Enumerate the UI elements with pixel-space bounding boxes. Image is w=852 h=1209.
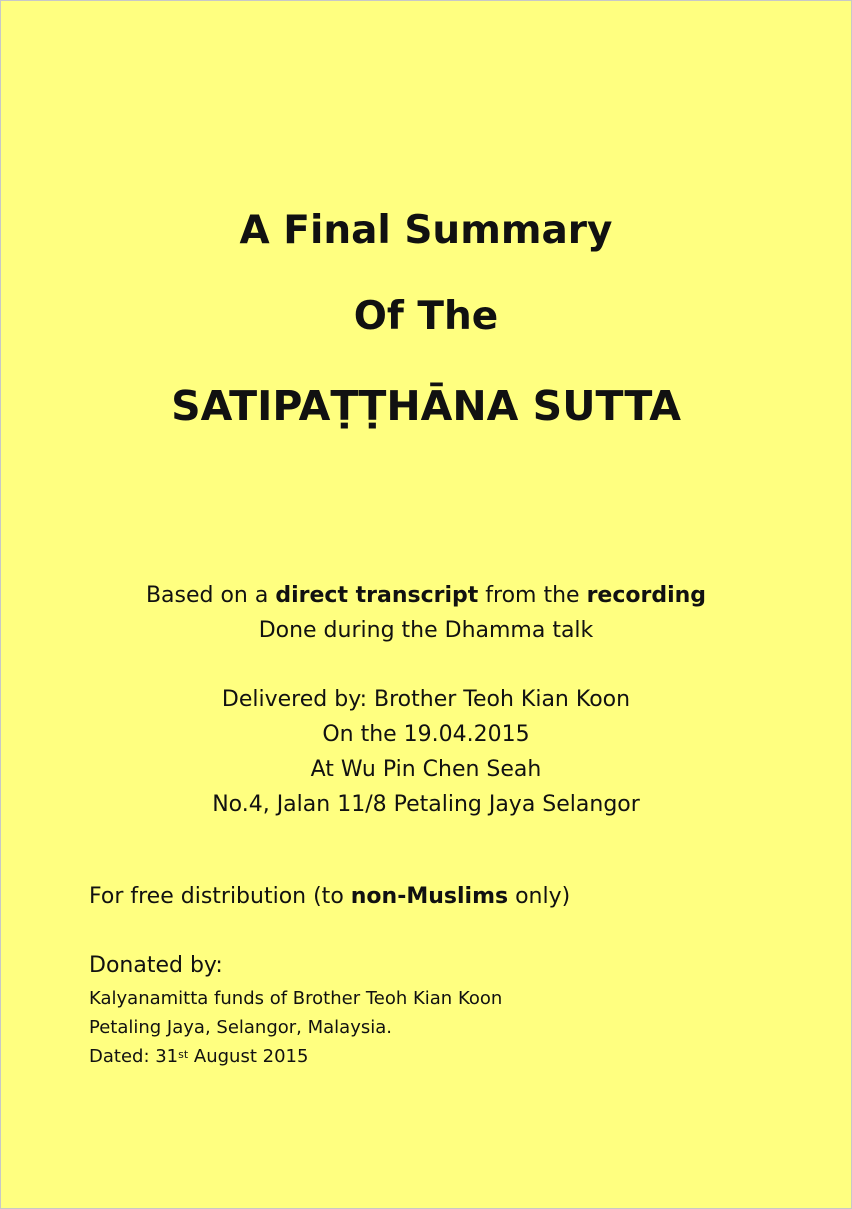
distribution-note: [89, 886, 570, 908]
delivered-by: Delivered by: Brother Teoh Kian Koon: [221, 687, 631, 712]
distribution-prefix: For free distribution (to: [89, 884, 351, 909]
source-bold-recording: recording: [586, 583, 707, 608]
dated-prefix: Dated: 31: [89, 1046, 179, 1067]
donation-funds: Kalyanamitta funds of Brother Teoh Kian Koon: [89, 988, 503, 1009]
source-line-2: Done during the Dhamma talk: [258, 618, 594, 643]
dated-ordinal: st: [178, 1048, 189, 1061]
distribution-bold: non-Muslims: [350, 884, 509, 909]
source-text-a: Based on a: [145, 583, 276, 608]
donation-location: Petaling Jaya, Selangor, Malaysia.: [89, 1017, 392, 1038]
delivery-venue: At Wu Pin Chen Seah: [310, 757, 542, 782]
delivery-date: On the 19.04.2015: [322, 722, 530, 747]
delivery-details: [1, 682, 851, 822]
dated-suffix: August 2015: [188, 1046, 309, 1067]
title-line-3: SATIPAṬṬHĀNA SUTTA: [171, 382, 681, 430]
source-bold-transcript: direct transcript: [275, 583, 479, 608]
donation-date: [89, 1042, 502, 1071]
donation-details: [89, 984, 502, 1071]
delivery-address: No.4, Jalan 11/8 Petaling Jaya Selangor: [212, 792, 640, 817]
source-note: [1, 578, 851, 648]
title-line-2: Of The: [353, 294, 499, 339]
distribution-suffix: only): [508, 884, 571, 909]
source-text-c: from the: [478, 583, 587, 608]
donated-heading: Donated by:: [89, 953, 223, 978]
title-line-1: A Final Summary: [239, 208, 613, 253]
source-line-1: [1, 578, 851, 613]
